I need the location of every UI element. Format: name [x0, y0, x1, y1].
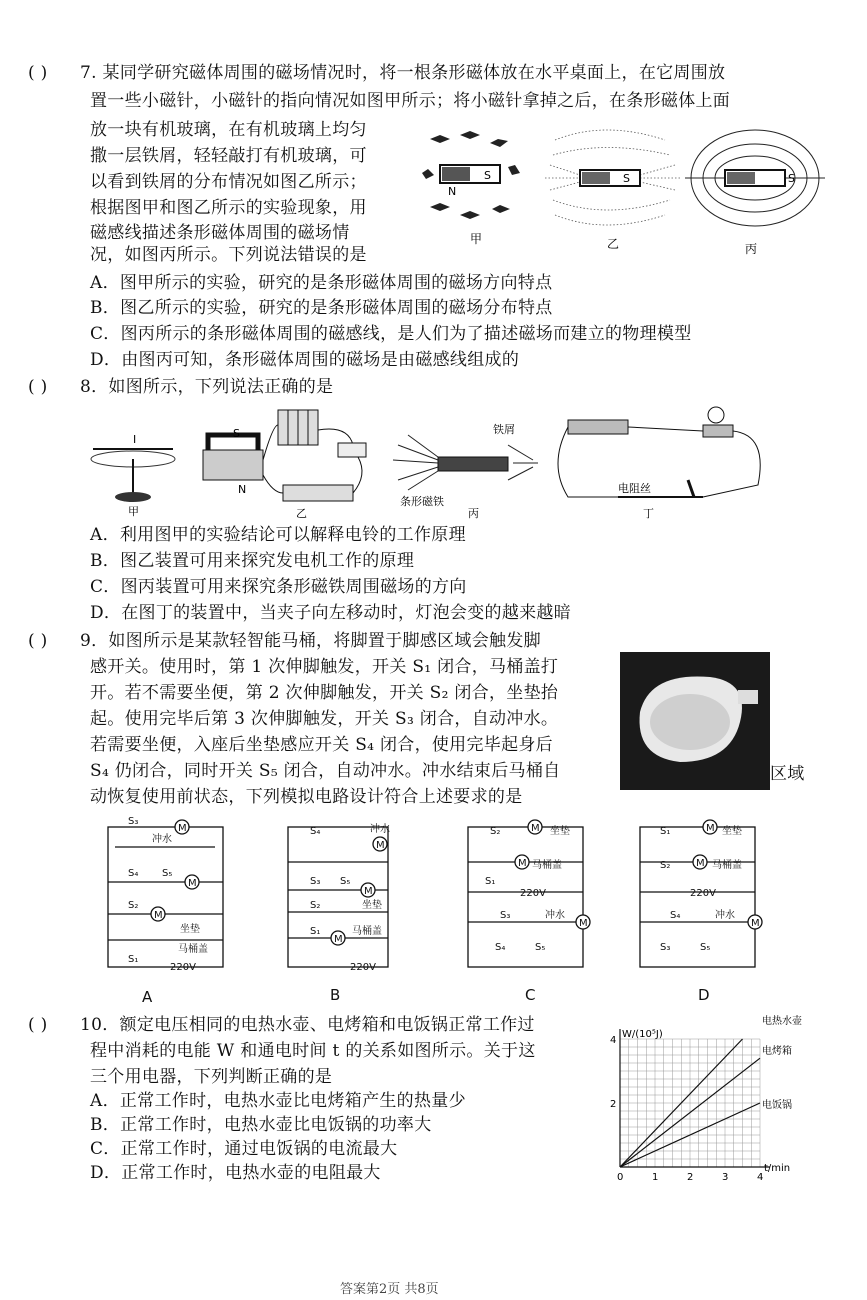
fig-label-bing: 丙	[745, 242, 758, 255]
svg-text:S₅: S₅	[340, 876, 351, 887]
q7-stem-line: 以看到铁屑的分布情况如图乙所示；	[90, 172, 367, 192]
q7-stem-line: 磁感线描述条形磁体周围的磁场情	[90, 223, 350, 243]
y-tick-label: 2	[610, 1099, 617, 1110]
q7-stem-line: 根据图甲和图乙所示的实验现象，用	[90, 198, 367, 218]
svg-text:220V: 220V	[170, 962, 196, 973]
q10-option-d[interactable]: D．正常工作时，电热水壶的电阻最大	[90, 1163, 381, 1183]
q8-answer-bracket[interactable]: ( )	[28, 377, 48, 397]
svg-text:坐垫: 坐垫	[362, 900, 382, 911]
svg-text:S₅: S₅	[162, 868, 173, 879]
q7-stem-line: 置一些小磁针，小磁针的指向情况如图甲所示；将小磁针拿掉之后，在条形磁体上面	[90, 91, 731, 111]
svg-text:M: M	[334, 934, 343, 945]
pole-n-label: N	[238, 483, 247, 496]
pole-s-label: S	[484, 169, 491, 182]
fig-label-ding: 丁	[643, 507, 654, 520]
svg-text:M: M	[751, 918, 760, 929]
q7-option-c[interactable]: C．图丙所示的条形磁体周围的磁感线，是人们为了描述磁场而建立的物理模型	[90, 324, 692, 344]
iron-filings-label: 铁屑	[493, 423, 515, 436]
q9-stem-line: 若需要坐便，入座后坐垫感应开关 S₄ 闭合，使用完毕起身后	[90, 735, 553, 755]
q10-stem-line: 三个用电器，下列判断正确的是	[90, 1067, 333, 1087]
q10-option-b[interactable]: B．正常工作时，电热水壶比电饭锅的功率大	[90, 1115, 432, 1135]
bar-magnet-label: 条形磁铁	[400, 495, 444, 508]
q9-answer-bracket[interactable]: ( )	[28, 631, 48, 651]
q7-stem-line: 况，如图丙所示。下列说法错误的是	[90, 245, 367, 265]
svg-text:坐垫: 坐垫	[722, 826, 742, 837]
q7-stem-line: 7. 某同学研究磁体周围的磁场情况时，将一根条形磁体放在水平桌面上，在它周围放	[80, 63, 726, 83]
q10-option-a[interactable]: A．正常工作时，电热水壶比电烤箱产生的热量少	[90, 1091, 466, 1111]
toilet-photo	[620, 652, 770, 790]
q8-stem: 8．如图所示，下列说法正确的是	[80, 377, 334, 397]
q9-stem-line: 感开关。使用时，第 1 次伸脚触发，开关 S₁ 闭合，马桶盖打	[90, 657, 559, 677]
svg-text:220V: 220V	[690, 888, 716, 899]
x-tick-label: 0	[617, 1172, 624, 1183]
pole-s-label: S	[233, 427, 240, 440]
svg-text:M: M	[579, 918, 588, 929]
svg-text:S₅: S₅	[700, 942, 711, 953]
q8-figure-yi	[203, 410, 366, 520]
y-tick-label: 4	[610, 1035, 617, 1046]
svg-text:S₃: S₃	[660, 942, 671, 953]
q9-stem-line: 起。使用完毕后第 3 次伸脚触发，开关 S₃ 闭合，自动冲水。	[90, 709, 559, 729]
q8-option-b[interactable]: B．图乙装置可用来探究发电机工作的原理	[90, 551, 415, 571]
svg-text:S₂: S₂	[660, 860, 671, 871]
svg-text:M: M	[696, 858, 705, 869]
svg-text:冲水: 冲水	[370, 824, 390, 835]
fig-label-jia: 甲	[470, 232, 483, 245]
svg-text:冲水: 冲水	[715, 910, 735, 921]
current-label: I	[133, 433, 137, 446]
x-tick-label: 1	[652, 1172, 659, 1183]
svg-text:M: M	[706, 823, 715, 834]
q7-option-b[interactable]: B．图乙所示的实验，研究的是条形磁体周围的磁场分布特点	[90, 298, 553, 318]
series-label: 电热水壶	[762, 1016, 802, 1027]
svg-text:坐垫: 坐垫	[550, 826, 570, 837]
q10-option-c[interactable]: C．正常工作时，通过电饭锅的电流最大	[90, 1139, 398, 1159]
choice-c-label: C	[525, 986, 536, 1004]
svg-text:S₁: S₁	[310, 926, 321, 937]
pole-s-label: S	[788, 172, 795, 185]
svg-text:S₄: S₄	[670, 910, 681, 921]
q8-figure-jia	[91, 433, 175, 518]
svg-text:S₅: S₅	[535, 942, 546, 953]
q9-stem-line: 9．如图所示是某款轻智能马桶，将脚置于脚感区域会触发脚	[80, 631, 541, 651]
energy-time-chart	[605, 1012, 830, 1192]
fig-label-yi: 乙	[296, 507, 307, 520]
resistance-wire-label: 电阻丝	[618, 482, 651, 495]
svg-text:M: M	[154, 910, 163, 921]
svg-text:M: M	[188, 878, 197, 889]
svg-text:马桶盖: 马桶盖	[712, 860, 742, 871]
svg-text:冲水: 冲水	[545, 910, 565, 921]
q8-option-a[interactable]: A．利用图甲的实验结论可以解释电铃的工作原理	[90, 525, 466, 545]
page-footer: 答案第2页 共8页	[340, 1282, 439, 1297]
q10-stem-line: 程中消耗的电能 W 和通电时间 t 的关系如图所示。关于这	[90, 1041, 536, 1061]
q10-stem-line: 10．额定电压相同的电热水壶、电烤箱和电饭锅正常工作过	[80, 1015, 535, 1035]
q9-circuits	[100, 812, 780, 1012]
x-axis-label: t/min	[764, 1163, 791, 1174]
svg-text:M: M	[178, 823, 187, 834]
svg-text:S₂: S₂	[310, 900, 321, 911]
svg-text:S₁: S₁	[485, 876, 496, 887]
svg-text:S₃: S₃	[500, 910, 511, 921]
q8-option-c[interactable]: C．图丙装置可用来探究条形磁铁周围磁场的方向	[90, 577, 467, 597]
x-tick-label: 2	[687, 1172, 694, 1183]
q7-stem-line: 放一块有机玻璃，在有机玻璃上均匀	[90, 120, 367, 140]
choice-a-label: A	[142, 988, 153, 1006]
pole-s-label: S	[623, 172, 630, 185]
series-label: 电烤箱	[762, 1046, 792, 1057]
svg-text:M: M	[364, 886, 373, 897]
svg-text:S₄: S₄	[495, 942, 506, 953]
svg-text:M: M	[531, 823, 540, 834]
svg-text:220V: 220V	[520, 888, 546, 899]
y-axis-label: W/(10⁵J)	[622, 1029, 663, 1040]
fig-label-jia: 甲	[128, 505, 139, 518]
q8-figure-bing	[393, 422, 538, 520]
q7-figure-yi	[545, 120, 680, 250]
q8-figures	[88, 405, 828, 520]
q7-answer-bracket[interactable]: ( )	[28, 63, 48, 83]
x-tick-label: 3	[722, 1172, 729, 1183]
svg-text:冲水: 冲水	[152, 834, 172, 845]
svg-text:S₄: S₄	[128, 868, 139, 879]
svg-text:S₂: S₂	[128, 900, 139, 911]
fig-label-bing: 丙	[468, 507, 479, 520]
svg-text:S₄: S₄	[310, 826, 321, 837]
q10-answer-bracket[interactable]: ( )	[28, 1015, 48, 1035]
svg-text:S₃: S₃	[310, 876, 321, 887]
pole-n-label: N	[448, 185, 457, 198]
q7-option-d[interactable]: D．由图丙可知，条形磁体周围的磁场是由磁感线组成的	[90, 350, 520, 370]
svg-text:马桶盖: 马桶盖	[178, 944, 208, 955]
svg-text:M: M	[376, 840, 385, 851]
q8-option-d[interactable]: D．在图丁的装置中，当夹子向左移动时，灯泡会变的越来越暗	[90, 603, 572, 623]
choice-b-label: B	[330, 986, 341, 1004]
svg-text:M: M	[518, 858, 527, 869]
q9-stem-line: 开。若不需要坐便，第 2 次伸脚触发，开关 S₂ 闭合，坐垫抬	[90, 683, 559, 703]
q7-option-a[interactable]: A．图甲所示的实验，研究的是条形磁体周围的磁场方向特点	[90, 273, 553, 293]
q7-stem-line: 撒一层铁屑，轻轻敲打有机玻璃，可	[90, 146, 367, 166]
series-label: 电饭锅	[762, 1100, 792, 1111]
photo-region-label: 区域	[770, 764, 805, 784]
svg-text:坐垫: 坐垫	[180, 924, 200, 935]
x-tick-label: 4	[757, 1172, 764, 1183]
fig-label-yi: 乙	[607, 237, 620, 250]
q9-stem-line: S₄ 仍闭合，同时开关 S₅ 闭合，自动冲水。冲水结束后马桶自	[90, 761, 561, 781]
q7-figure-jia	[420, 125, 530, 245]
choice-d-label: D	[698, 986, 710, 1004]
svg-text:马桶盖: 马桶盖	[352, 926, 382, 937]
q8-figure-ding	[558, 407, 760, 520]
svg-text:S₃: S₃	[128, 816, 139, 827]
svg-text:220V: 220V	[350, 962, 376, 973]
q7-figure-bing	[685, 120, 825, 255]
svg-text:S₁: S₁	[128, 954, 139, 965]
svg-text:S₂: S₂	[490, 826, 501, 837]
svg-text:S₁: S₁	[660, 826, 671, 837]
svg-text:马桶盖: 马桶盖	[532, 860, 562, 871]
q9-stem-line: 动恢复使用前状态，下列模拟电路设计符合上述要求的是	[90, 787, 523, 807]
